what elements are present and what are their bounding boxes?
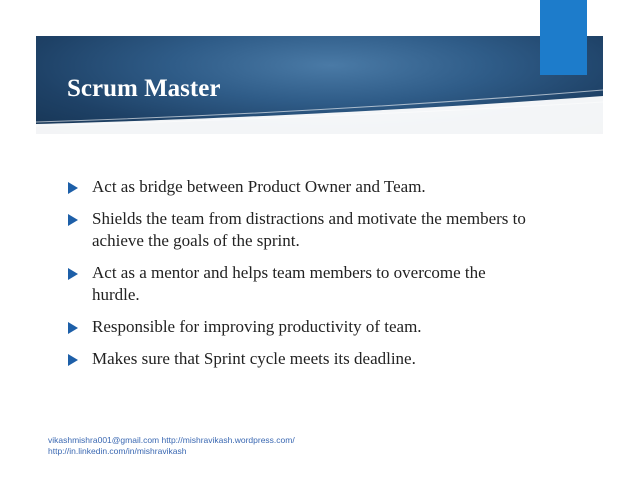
bullet-text: Makes sure that Sprint cycle meets its deadline. bbox=[92, 349, 416, 368]
bullet-item bbox=[66, 316, 536, 338]
bullet-item bbox=[66, 348, 536, 370]
triangle-right-icon bbox=[68, 268, 78, 280]
bullet-item bbox=[66, 262, 536, 306]
triangle-right-icon bbox=[68, 214, 78, 226]
triangle-right-icon bbox=[68, 182, 78, 194]
triangle-right-icon bbox=[68, 354, 78, 366]
bullet-item bbox=[66, 176, 536, 198]
footer-line-email: vikashmishra001@gmail.com http://mishravikash.wordpress.com/ bbox=[48, 435, 295, 445]
bullet-text: Act as a mentor and helps team members to overcome the hurdle. bbox=[92, 263, 486, 304]
triangle-right-icon bbox=[68, 322, 78, 334]
bullet-text: Act as bridge between Product Owner and Team. bbox=[92, 177, 426, 196]
bullet-text: Shields the team from distractions and motivate the members to achieve the goals of the sprint. bbox=[92, 209, 526, 250]
bullet-list bbox=[66, 176, 536, 380]
slide-title: Scrum Master bbox=[67, 75, 221, 102]
accent-block bbox=[540, 0, 587, 75]
footer-line-linkedin: http://in.linkedin.com/in/mishravikash bbox=[48, 446, 187, 456]
footer-contact bbox=[48, 435, 368, 457]
bullet-text: Responsible for improving productivity of team. bbox=[92, 317, 422, 336]
bullet-item bbox=[66, 208, 536, 252]
